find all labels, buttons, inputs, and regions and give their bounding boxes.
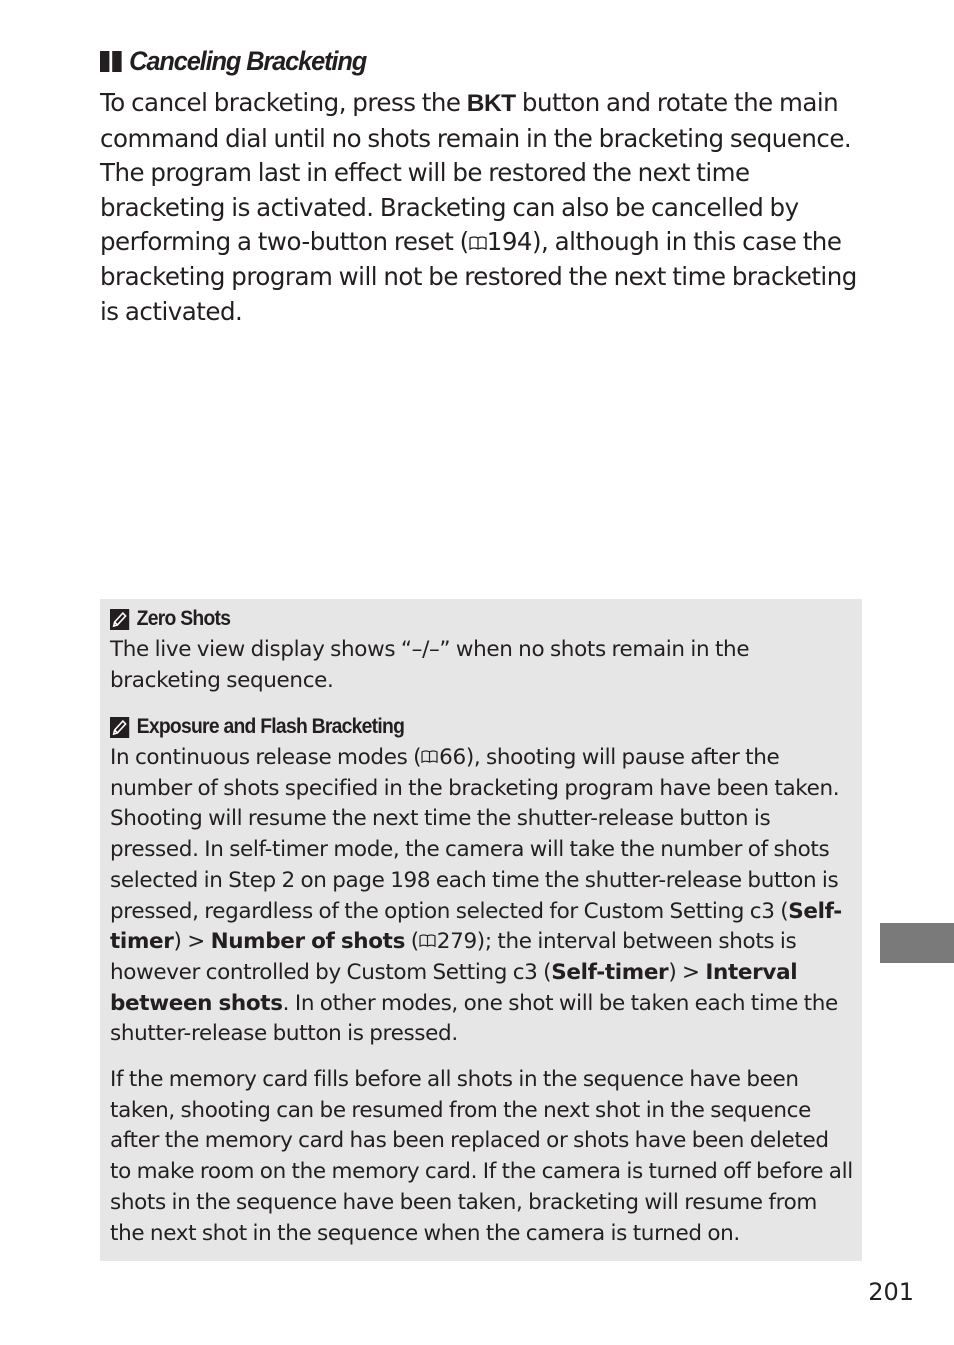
page-reference[interactable]: 279 [436,929,477,955]
menu-item-self-timer: Self-timer [110,898,842,955]
bkt-button-label: BKT [466,90,516,117]
note-text-span: ( [405,929,419,955]
book-icon [469,236,487,251]
note-text-zero-shots: The live view display shows “–/–” when no shots remain in the bracketing sequence. [110,637,750,693]
menu-item-number-of-shots: Number of shots [210,929,406,955]
note-text-span: ) > [668,959,706,985]
pencil-icon [110,717,129,738]
note-text-span: ); the interval between shots is however controlled by Custom Setting c3 ( [110,929,797,985]
note-text-span: In continuous release modes ( [110,745,422,770]
main-paragraph [100,86,870,329]
double-square-marker-icon [100,51,122,72]
note-text-span: ) > [173,929,211,955]
note-heading: Exposure and Flash Bracketing [136,715,405,738]
book-icon [419,934,437,949]
note-title-zero-shots [110,607,230,631]
page-reference[interactable]: 66 [439,745,466,770]
note-text-span: ), shooting will pause after the number of shots specified in the bracketing program have been taken. Shooting will resume the next time the shutter-release button is pressed. In self-timer mode, the camera will take the number of shots selected in Step 2 on page 198 each time the shutter-release button is pressed, regardless of the option selected for Custom Setting c3 ( [110,745,840,924]
paragraph-text: button and rotate the main command dial until no shots remain in the bracketing sequence. The program last in effect will be restored the next time bracketing is activated. Bracketing can also be cancelled by performing a two-button reset ( [100,88,852,257]
paragraph-text: ), although in this case the bracketing program will not be restored the next time bracketing is activated. [100,227,857,326]
chapter-tab [880,923,954,963]
menu-item-self-timer: Self-timer [551,959,669,985]
menu-item-interval-between-shots: Interval between shots [110,959,798,1016]
page-reference[interactable]: 194 [486,227,532,257]
book-icon [421,750,439,765]
note-text-memory-card: If the memory card fills before all shots in the sequence have been taken, shooting can be resumed from the next shot in the sequence after the memory card has been replaced or shots have been deleted to make room on the memory card. If the camera is turned off before all shots in the sequence have been taken, bracketing will resume from the next shot in the sequence when the camera is turned on. [110,1067,853,1246]
notes-box [100,599,862,1261]
note-heading: Zero Shots [136,607,231,630]
note-title-exposure-flash [110,715,404,739]
note-text-span: . In other modes, one shot will be taken each time the shutter-release button is pressed. [110,990,838,1047]
pencil-icon [110,609,129,630]
paragraph-text: To cancel bracketing, press the [100,88,467,117]
section-title: Canceling Bracketing [129,46,367,76]
section-heading [100,46,366,77]
note-text-exposure-flash [110,743,855,1050]
page-number: 201 [868,1278,914,1306]
